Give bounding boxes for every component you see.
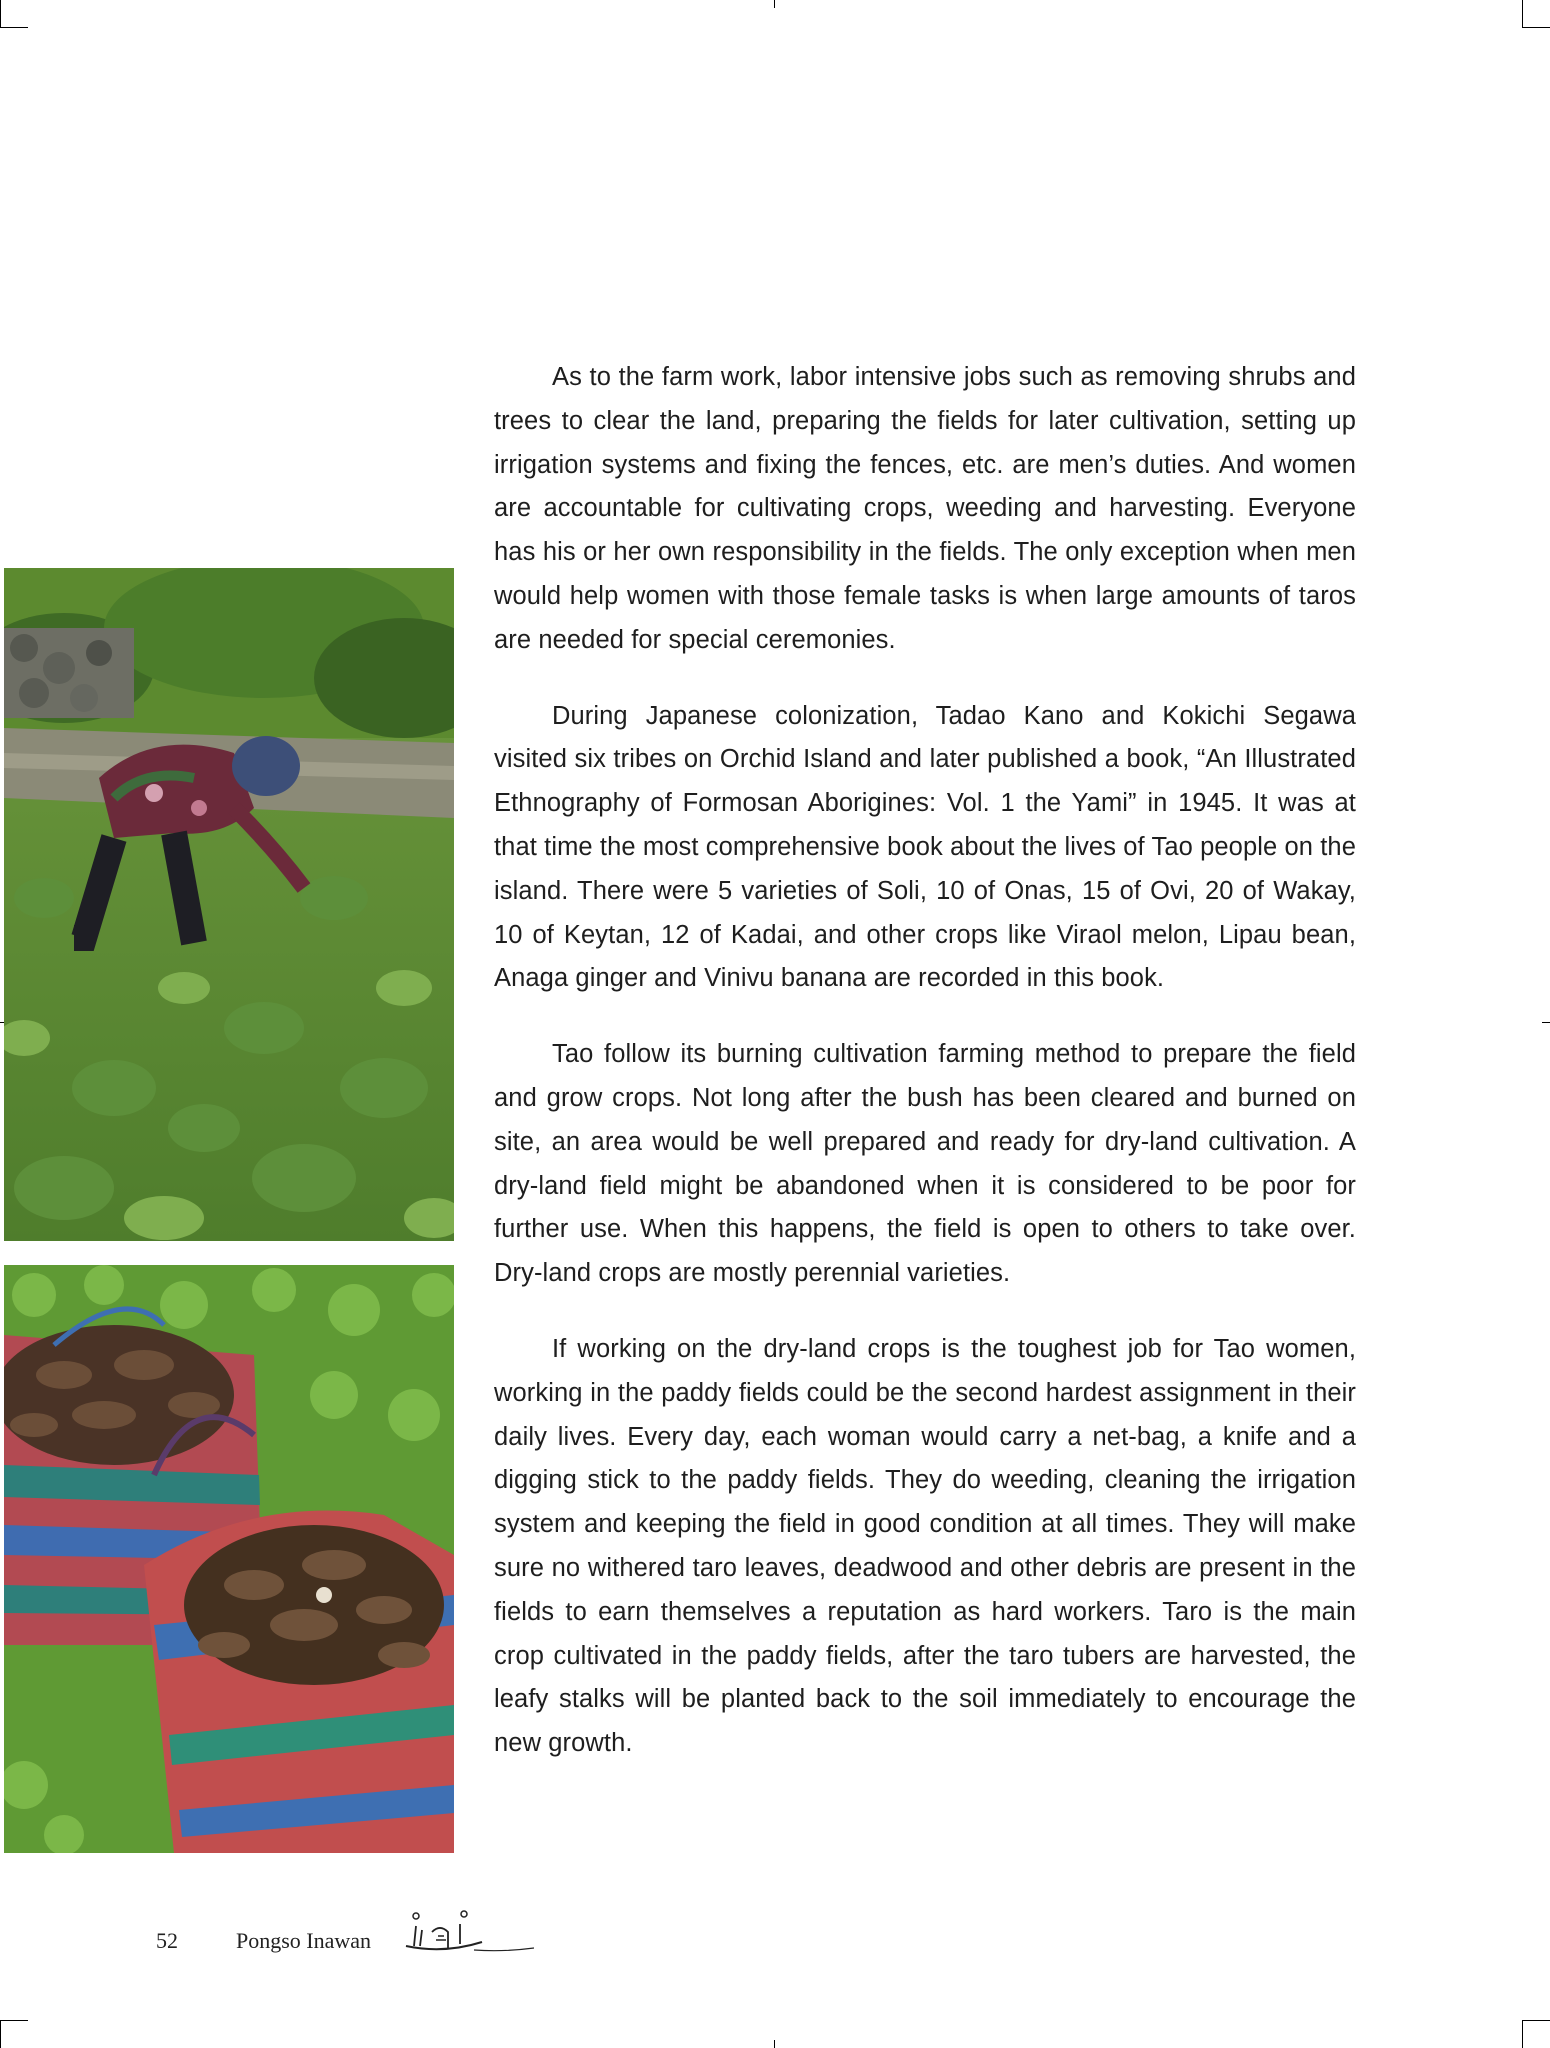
crop-mark	[1542, 1022, 1550, 1023]
crop-mark	[0, 2020, 28, 2021]
crop-mark	[774, 2040, 775, 2048]
boat-logo-icon	[374, 1902, 534, 1967]
book-title: Pongso Inawan	[236, 1928, 372, 1953]
crop-mark	[1522, 2020, 1550, 2021]
crop-mark	[0, 2020, 1, 2048]
crop-mark	[0, 0, 1, 28]
paragraph-burning-cultivation: Tao follow its burning cultivation farming method to prepare the field and grow crops. Not long after the bush has been cleared and burned on site, an area would be well prepared and ready for dry-land cultivation. A dry-land field might be abandoned when it is considered to be poor for further use. When this happens, the field is open to others to take over. Dry-land crops are mostly perennial varieties.	[494, 1040, 1356, 1288]
crop-mark	[1522, 0, 1523, 28]
paragraph-paddy-fields: If working on the dry-land crops is the toughest job for Tao women, working in the paddy fields could be the second hardest assignment in their daily lives. Every day, each woman would carry a net-bag, a knife and a digging stick to the paddy fields. They do weeding, cleaning the irrigation system and keeping the field in good condition at all times. They will make sure no withered taro leaves, deadwood and other debris are present in the fields to earn themselves a reputation as hard workers. Taro is the main crop cultivated in the paddy fields, after the taro tubers are harvested, the leafy stalks will be planted back to the soil immediately to encourage the new growth.	[494, 1334, 1356, 1758]
paragraph-japanese-colonization: During Japanese colonization, Tadao Kano and Kokichi Segawa visited six tribes on Orchid Island and later published a book, “An Illustrated Ethnography of Formosan Aborigines: Vol. 1 the Yami” in 1945. It was at that time the most comprehensive book about the lives of Tao people on the island. There were 5 varieties of Soli, 10 of Onas, 15 of Ovi, 20 of Wakay, 10 of Keytan, 12 of Kadai, and other crops like Viraol melon, Lipau bean, Anaga ginger and Vinivu banana are recorded in this book.	[494, 701, 1356, 993]
crop-mark	[774, 0, 775, 8]
crop-mark	[1522, 27, 1550, 28]
taro-tubers-in-striped-bags-photo	[4, 1265, 454, 1853]
crop-mark	[0, 27, 28, 28]
crop-mark	[1522, 2020, 1523, 2048]
paragraph-farm-work: As to the farm work, labor intensive jobs such as removing shrubs and trees to clear the land, preparing the fields for later cultivation, setting up irrigation systems and fixing the fences, etc. are men’s duties. And women are accountable for cultivating crops, weeding and harvesting. Everyone has his or her own responsibility in the fields. The only exception when men would help women with those female tasks is when large amounts of taros are needed for special ceremonies.	[494, 363, 1356, 654]
body-text	[494, 356, 1356, 1798]
woman-weeding-taro-field-photo	[4, 568, 454, 1241]
page-number: 52	[156, 1928, 178, 1953]
